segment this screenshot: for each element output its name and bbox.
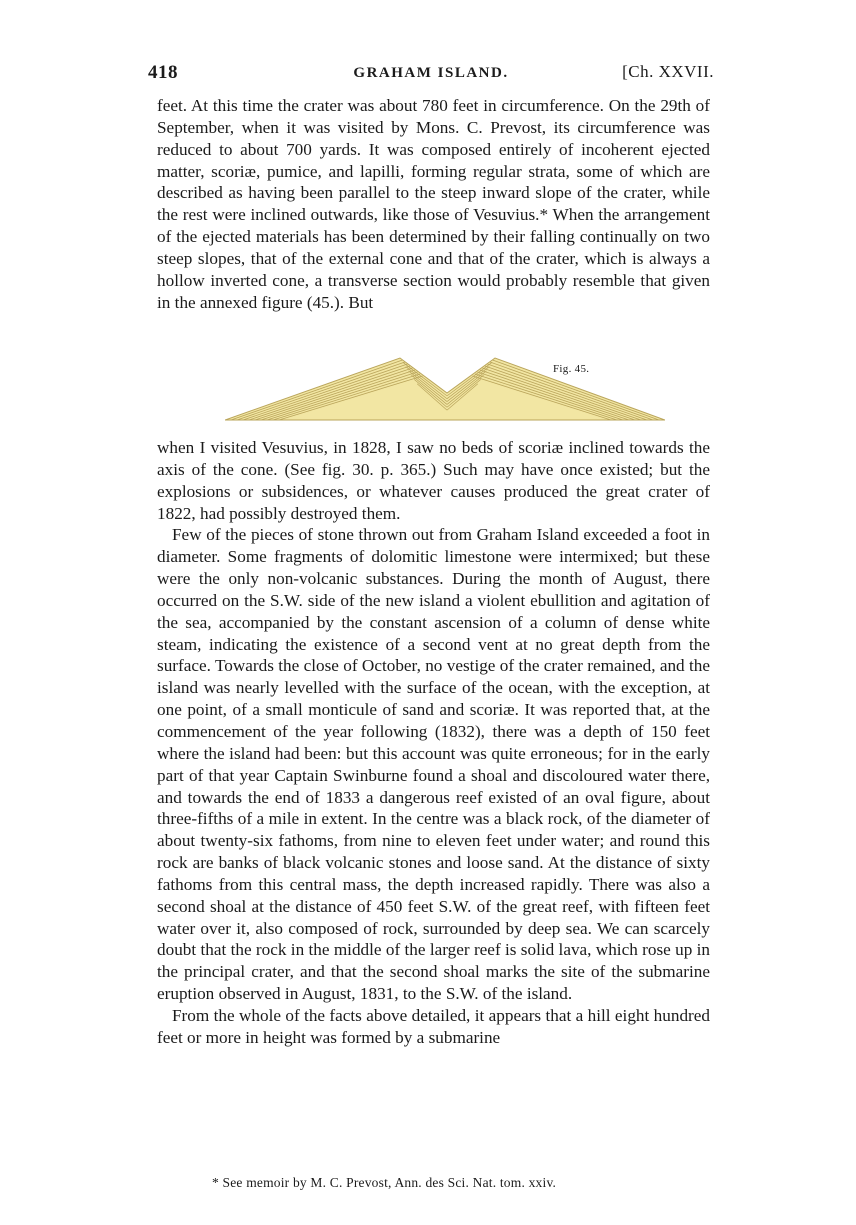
text-block-bottom [157,437,710,1049]
figure-label: Fig. 45. [553,363,590,375]
figure-cone-section [225,355,665,430]
paragraph: Few of the pieces of stone thrown out from Graham Island exceeded a foot in diameter. Some fragments of dolomitic limestone were intermixed; but these were the only non-volcanic substances. During the month of August, there occurred on the S.W. side of the new island a violent ebullition and agitation of the sea, accompanied by the constant ascension of a column of dense white steam, indicating the existence of a second vent at no great depth from the surface. Towards the close of October, no vestige of the crater remained, and the island was nearly levelled with the surface of the ocean, with the exception, at one point, of a small monticule of sand and scoriæ. It was reported that, at the commencement of the year following (1832), there was a depth of 150 feet where the island had been: but this account was quite erroneous; for in the early part of that year Captain Swinburne found a shoal and discoloured water there, and towards the end of 1833 a dangerous reef existed of an oval figure, about three-fifths of a mile in extent. In the centre was a black rock, of the diameter of about twenty-six fathoms, from nine to eleven feet under water; and round this rock are banks of black volcanic stones and loose sand. At the distance of sixty fathoms from this central mass, the depth increased rapidly. There was also a second shoal at the distance of 450 feet S.W. of the great reef, with fifteen feet water over it, also composed of rock, surrounded by deep sea. We can scarcely doubt that the rock in the middle of the larger reef is solid lava, which rose up in the principal crater, and that the second shoal marks the site of the submarine eruption observed in August, 1831, to the S.W. of the island. [157,525,710,1004]
running-title: GRAHAM ISLAND. [353,65,509,81]
strata-layers [225,358,665,420]
footnote: * See memoir by M. C. Prevost, Ann. des Sci. Nat. tom. xxiv. [212,1175,557,1190]
chapter-marker: [Ch. XXVII. [622,62,714,81]
paragraph: feet. At this time the crater was about 780 feet in circumference. On the 29th of September, when it was visited by Mons. C. Prevost, its circumference was reduced to about 700 yards. It was composed entirely of incoherent ejected matter, scoriæ, pumice, and lapilli, forming regular strata, some of which are described as having been parallel to the steep inward slope of the crater, while the rest were inclined outwards, like those of Vesuvius.* When the arrangement of the ejected materials has been determined by their falling continually on two steep slopes, that of the external cone and that of the crater, which is always a hollow inverted cone, a transverse section would probably resemble that given in the annexed figure (45.). But [157,96,710,312]
page-number: 418 [148,62,178,83]
paragraph: From the whole of the facts above detailed, it appears that a hill eight hundred feet or more in height was formed by a submarine [157,1005,710,1047]
paragraph: when I visited Vesuvius, in 1828, I saw no beds of scoriæ inclined towards the axis of the cone. (See fig. 30. p. 365.) Such may have once existed; but the explosions or subsidences, or whatever causes produced the great crater of 1822, had possibly destroyed them. [157,438,710,523]
text-block-top [157,95,710,313]
cone-outline [225,358,665,420]
page-header [148,62,714,90]
